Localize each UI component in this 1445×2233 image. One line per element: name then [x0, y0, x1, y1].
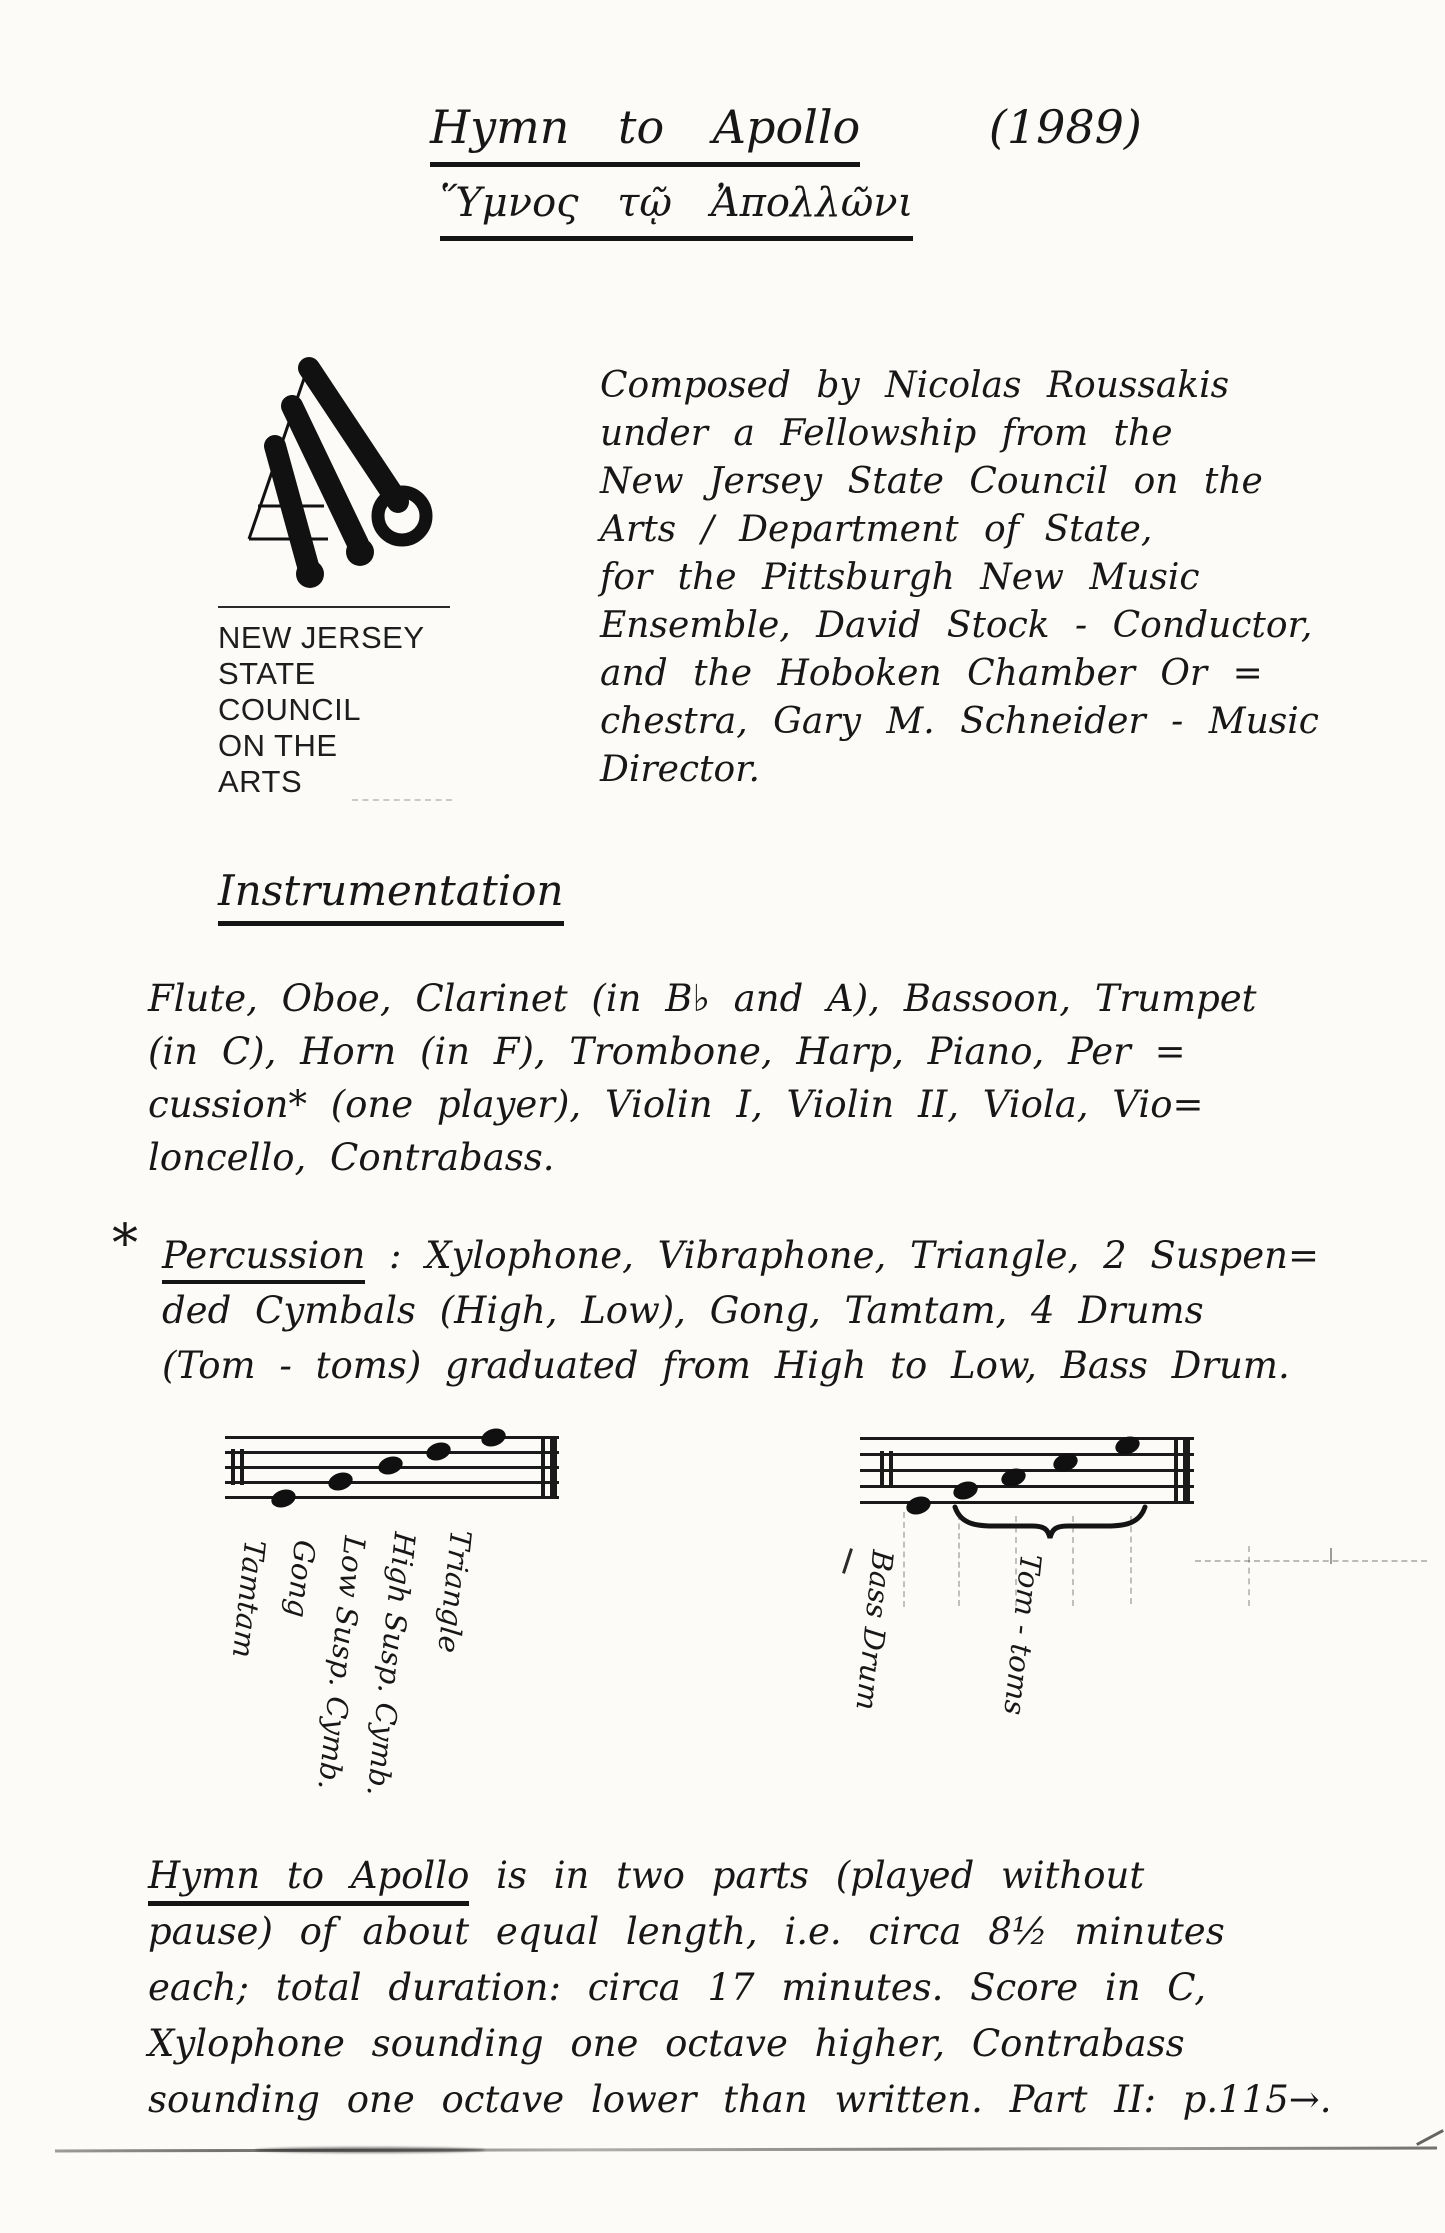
- footnote-line-rest: : Xylophone, Vibraphone, Triangle, 2 Suspen=: [365, 1234, 1319, 1277]
- scan-dotted-line: [1248, 1546, 1250, 1606]
- footnote-asterisk: *: [112, 1214, 138, 1274]
- work-year: (1989): [988, 100, 1142, 154]
- staff-line: [860, 1453, 1194, 1456]
- logo-divider: [218, 606, 450, 608]
- notehead-gong: [326, 1470, 355, 1494]
- notehead-tom-1: [951, 1479, 980, 1503]
- barline: [231, 1449, 235, 1485]
- staff-label-low-susp-cymb: Low Susp. Cymb.: [311, 1534, 372, 1792]
- barline: [1174, 1437, 1178, 1504]
- footnote-line: ded Cymbals (High, Low), Gong, Tamtam, 4 Drums: [162, 1289, 1204, 1332]
- instrumentation-paragraph: [148, 972, 1338, 1184]
- description-title-ref: Hymn to Apollo: [148, 1854, 469, 1906]
- tom-toms-brace: [950, 1502, 1150, 1546]
- footnote-line: [162, 1228, 1372, 1283]
- work-description: [148, 1848, 1358, 2128]
- description-line: Xylophone sounding one octave higher, Contrabass: [148, 2022, 1185, 2065]
- notehead-bass-drum: [904, 1494, 933, 1518]
- staff-label-gong: Gong: [280, 1538, 322, 1620]
- staff-line: [860, 1437, 1194, 1440]
- stray-mark: [842, 1548, 853, 1574]
- barline: [541, 1436, 545, 1499]
- org-name: [218, 620, 425, 800]
- scan-dotted-line: [1130, 1516, 1132, 1604]
- scan-dotted-line: [958, 1514, 960, 1606]
- staff-line: [225, 1481, 559, 1484]
- instrumentation-line: Flute, Oboe, Clarinet (in B♭ and A), Bassoon, Trumpet: [148, 977, 1257, 1020]
- org-line: COUNCIL: [218, 692, 362, 727]
- work-title: Hymn to Apollo: [430, 100, 860, 167]
- org-line: STATE: [218, 656, 316, 691]
- org-line: NEW JERSEY: [218, 620, 425, 655]
- credit-line: and the Hoboken Chamber Or =: [600, 653, 1263, 694]
- description-line: pause) of about equal length, i.e. circa 8½ minutes: [148, 1910, 1225, 1953]
- scan-dotted-line: [903, 1512, 905, 1607]
- credit-line: for the Pittsburgh New Music: [600, 557, 1200, 598]
- description-line: each; total duration: circa 17 minutes. Score in C,: [148, 1966, 1207, 2009]
- credit-paragraph: [600, 362, 1320, 794]
- final-barline: [550, 1436, 557, 1499]
- staff-label-tom-toms: Tom - toms: [997, 1552, 1048, 1717]
- credit-line: Arts / Department of State,: [600, 509, 1153, 550]
- credit-line: Ensemble, David Stock - Conductor,: [600, 605, 1313, 646]
- credit-line: New Jersey State Council on the: [600, 461, 1263, 502]
- staff-line: [225, 1436, 559, 1439]
- credit-line: Director.: [600, 749, 760, 790]
- credit-line: chestra, Gary M. Schneider - Music: [600, 701, 1319, 742]
- barline: [889, 1451, 893, 1488]
- staff-label-high-susp-cymb: High Susp. Cymb.: [360, 1530, 422, 1798]
- percussion-footnote: [162, 1228, 1372, 1393]
- staff-label-tamtam: Tamtam: [225, 1538, 272, 1660]
- credit-line: Composed by Nicolas Roussakis: [600, 365, 1230, 406]
- cymbals-staff: [225, 1436, 559, 1502]
- percussion-label: Percussion: [162, 1234, 365, 1284]
- credit-line: under a Fellowship from the: [600, 413, 1173, 454]
- greek-title: Ὕμνος τῷ Ἀπολλῶνι: [440, 180, 913, 241]
- staff-label-triangle: Triangle: [431, 1528, 478, 1655]
- scan-artifact-flick: [1416, 2129, 1444, 2146]
- scan-artifact-smudge: [255, 2147, 485, 2153]
- org-line: ON THE: [218, 728, 338, 763]
- org-line: ARTS: [218, 764, 303, 799]
- notehead-high-susp-cymb: [424, 1440, 453, 1464]
- barline: [880, 1451, 884, 1488]
- barline: [240, 1449, 244, 1485]
- description-line: sounding one octave lower than written. Part II: p.115→.: [148, 2078, 1332, 2121]
- scan-tick-mark: [1330, 1548, 1332, 1564]
- footnote-line: (Tom - toms) graduated from High to Low, Bass Drum.: [162, 1344, 1290, 1387]
- description-line: [148, 1848, 1358, 1904]
- final-barline: [1183, 1437, 1190, 1504]
- instrumentation-line: loncello, Contrabass.: [148, 1136, 555, 1179]
- scan-dotted-line: [1015, 1516, 1017, 1606]
- staff-line: [225, 1451, 559, 1454]
- instrumentation-line: cussion* (one player), Violin I, Violin II, Viola, Vio=: [148, 1083, 1204, 1126]
- title-row: [430, 100, 1142, 154]
- notehead-tamtam: [269, 1487, 298, 1511]
- notehead-low-susp-cymb: [376, 1454, 405, 1478]
- scan-dash-mark: [352, 799, 452, 801]
- drums-staff: [860, 1437, 1194, 1505]
- staff-line: [860, 1469, 1194, 1472]
- scan-dotted-line: [1072, 1516, 1074, 1606]
- description-line-rest: is in two parts (played without: [469, 1854, 1145, 1897]
- staff-label-bass-drum: Bass Drum: [849, 1548, 900, 1712]
- staff-line: [860, 1485, 1194, 1488]
- instrumentation-line: (in C), Horn (in F), Trombone, Harp, Piano, Per =: [148, 1030, 1186, 1073]
- njsca-drops-logo-icon: [232, 356, 437, 596]
- instrumentation-heading: Instrumentation: [218, 866, 564, 926]
- scan-dotted-line: [1195, 1560, 1427, 1562]
- notehead-triangle: [479, 1426, 508, 1450]
